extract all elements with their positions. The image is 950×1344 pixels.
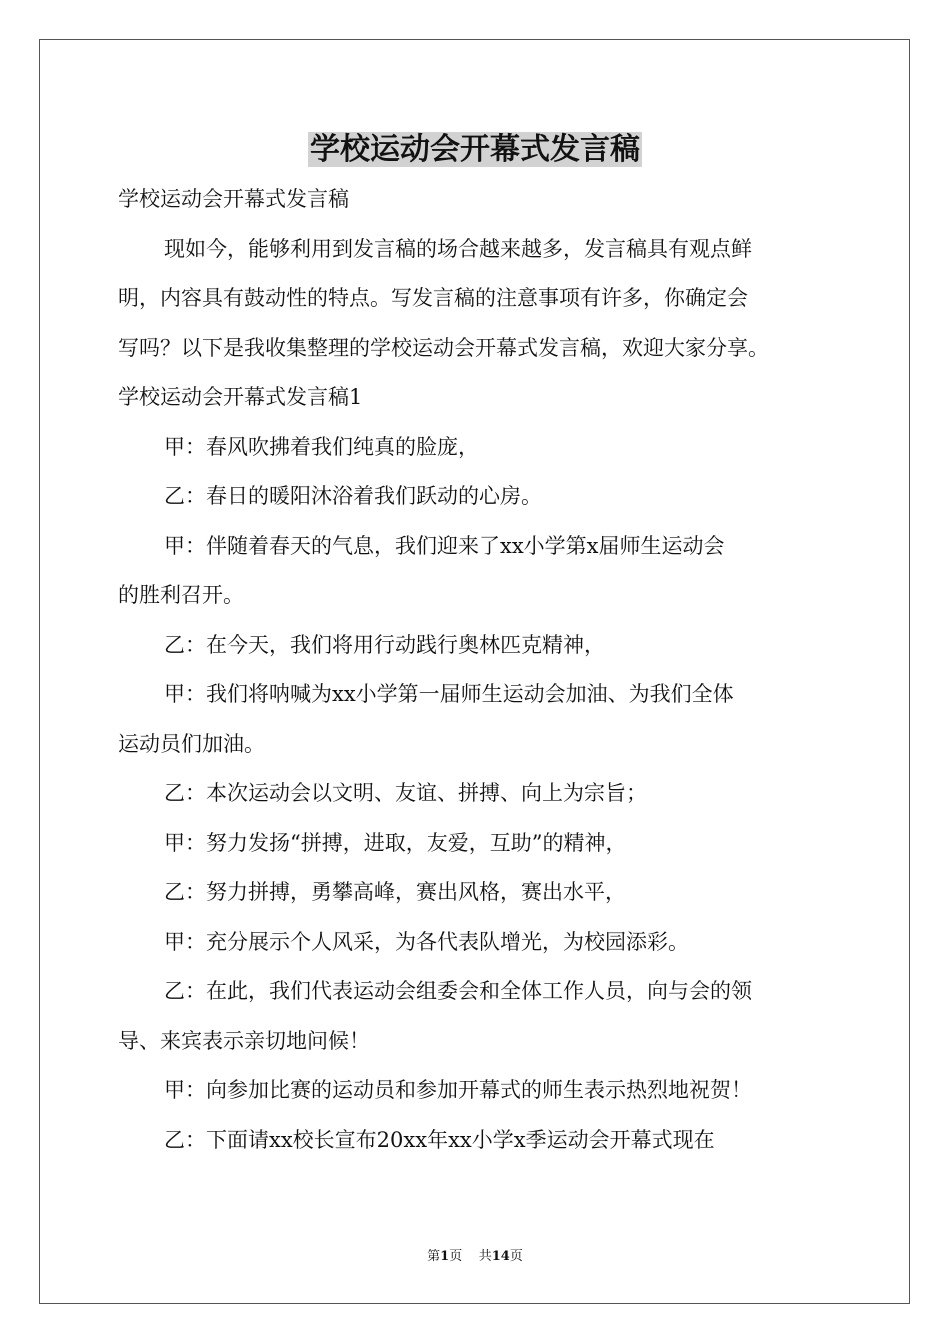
paragraph-line: 甲：我们将呐喊为xx小学第一届师生运动会加油、为我们全体 [164,682,734,706]
page-prefix: 第 [427,1249,441,1264]
page-suffix: 页 [449,1249,463,1264]
paragraph-line: 乙：在此，我们代表运动会组委会和全体工作人员，向与会的领 [164,979,752,1003]
paragraph-line: 学校运动会开幕式发言稿1 [118,385,363,409]
paragraph-line: 甲：努力发扬“拼搏，进取，友爱，互助”的精神， [164,830,627,855]
paragraph-line: 甲：充分展示个人风采，为各代表队增光，为校园添彩。 [164,929,689,954]
paragraph-line: 运动员们加油。 [118,731,265,756]
document-title-text: 学校运动会开幕式发言稿 [310,132,640,167]
paragraph-line: 明，内容具有鼓动性的特点。写发言稿的注意事项有许多，你确定会 [118,286,748,310]
page-footer [0,1248,950,1266]
total-prefix: 共 [478,1249,492,1264]
paragraph-line: 现如今，能够利用到发言稿的场合越来越多，发言稿具有观点鲜 [164,236,752,261]
paragraph-line: 的胜利召开。 [118,583,244,607]
paragraph-line: 甲：向参加比赛的运动员和参加开幕式的师生表示热烈地祝贺！ [164,1078,752,1102]
page-total: 14 [491,1249,510,1264]
paragraph-line: 导、来宾表示亲切地问候！ [118,1028,370,1053]
paragraph-line: 乙：春日的暖阳沐浴着我们跃动的心房。 [164,484,542,508]
paragraph-line: 乙：努力拼搏，勇攀高峰，赛出风格，赛出水平， [164,880,626,904]
paragraph-line: 甲：春风吹拂着我们纯真的脸庞， [164,434,479,459]
paragraph-line: 甲：伴随着春天的气息，我们迎来了xx小学第x届师生运动会 [164,533,725,558]
paragraph-line: 乙：本次运动会以文明、友谊、拼搏、向上为宗旨； [164,781,647,805]
paragraph-line: 乙：下面请xx校长宣布20xx年xx小学x季运动会开幕式现在 [164,1127,715,1152]
paragraph-line: 写吗？以下是我收集整理的学校运动会开幕式发言稿，欢迎大家分享。 [118,335,769,360]
page-current: 1 [440,1249,450,1264]
document-body [118,175,848,1165]
paragraph-line: 学校运动会开幕式发言稿 [118,187,349,211]
total-suffix: 页 [509,1249,523,1264]
paragraph-line: 乙：在今天，我们将用行动践行奥林匹克精神， [164,632,605,657]
document-title [0,128,950,172]
